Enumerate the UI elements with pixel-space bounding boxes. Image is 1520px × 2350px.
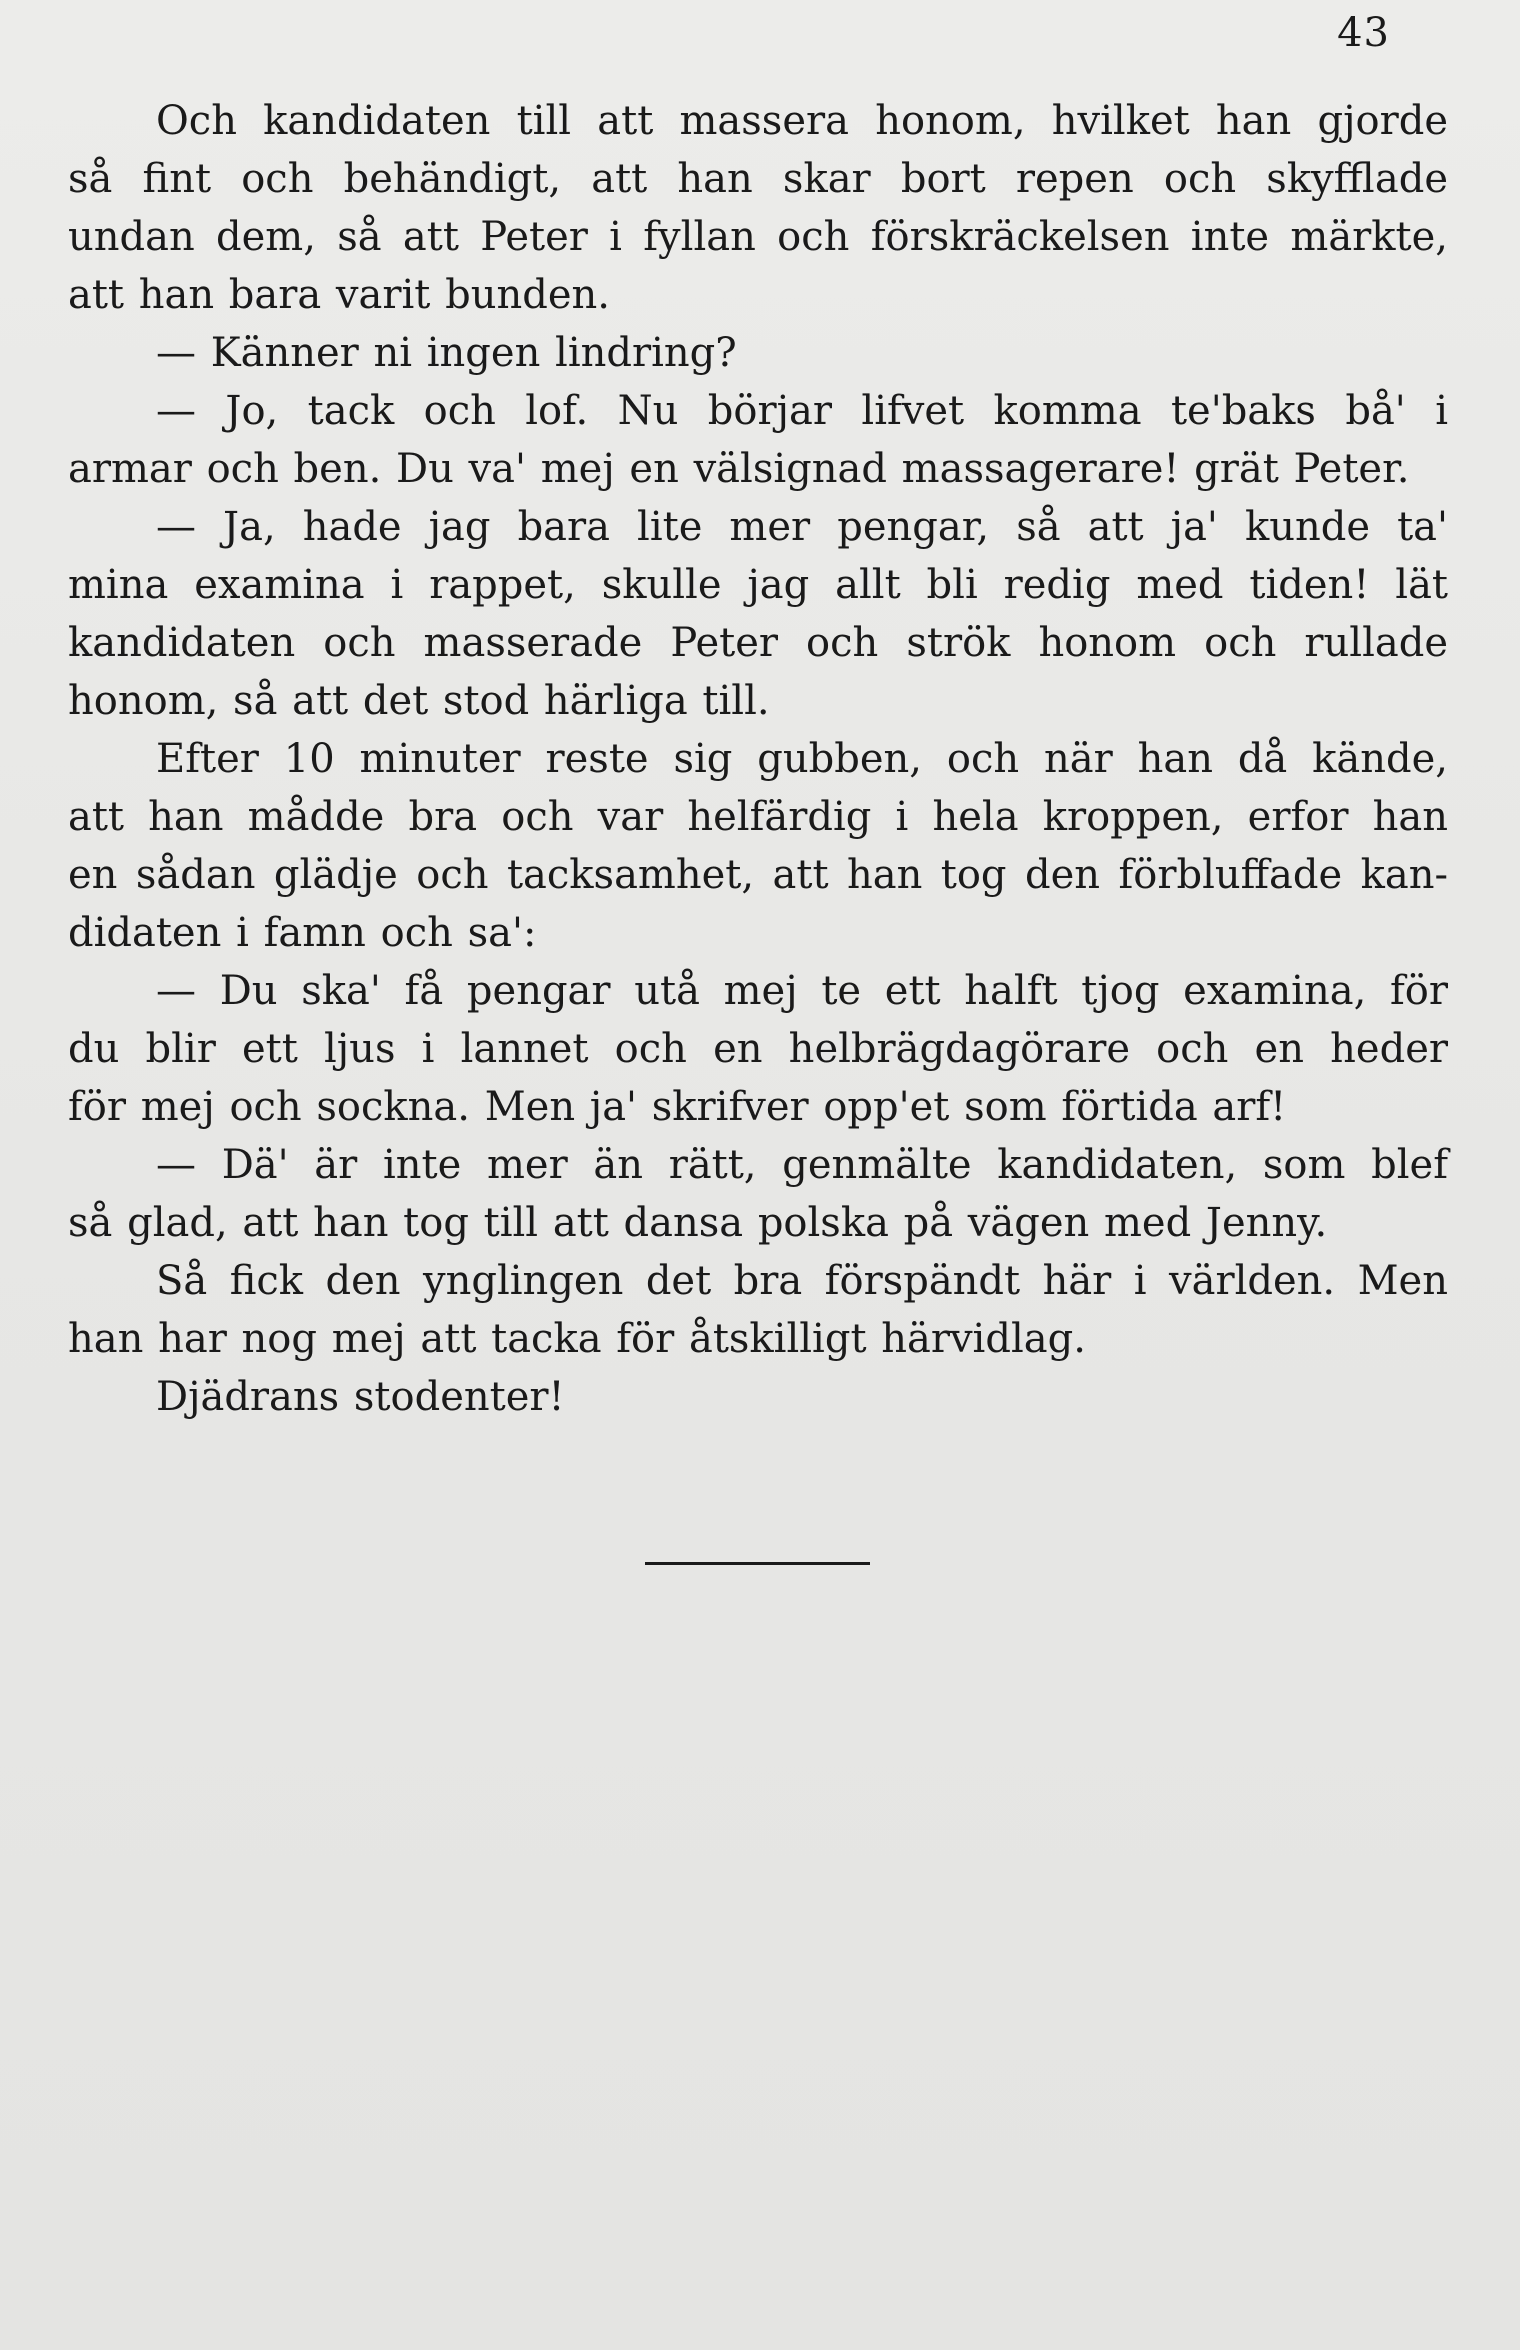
text-line: — Ja, hade jag bara lite mer pengar, så att ja' kunde ta' (156, 504, 1448, 550)
text-line: Så fick den ynglingen det bra förspändt här i världen. Men (156, 1258, 1448, 1304)
body-text (68, 92, 1448, 1426)
text-line: honom, så att det stod härliga till. (68, 678, 770, 724)
text-line: en sådan glädje och tacksamhet, att han tog den förbluffade kan- (68, 852, 1448, 898)
text-line: undan dem, så att Peter i fyllan och förskräckelsen inte märkte, (68, 214, 1448, 260)
text-line: för mej och sockna. Men ja' skrifver opp'et som förtida arf! (68, 1084, 1287, 1130)
text-line: — Jo, tack och lof. Nu börjar lifvet komma te'baks bå' i (156, 388, 1448, 434)
text-line: — Du ska' få pengar utå mej te ett halft tjog examina, för (156, 968, 1448, 1014)
text-line: så fint och behändigt, att han skar bort repen och skyfflade (68, 156, 1448, 202)
text-line: att han mådde bra och var helfärdig i hela kroppen, erfor han (68, 794, 1448, 840)
text-line: så glad, att han tog till att dansa polska på vägen med Jenny. (68, 1200, 1328, 1246)
text-line: du blir ett ljus i lannet och en helbrägdagörare och en heder (68, 1026, 1448, 1072)
page-number: 43 (1337, 10, 1390, 56)
text-line: kandidaten och masserade Peter och strök honom och rullade (68, 620, 1448, 666)
text-line: — Dä' är inte mer än rätt, genmälte kandidaten, som blef (156, 1142, 1448, 1188)
text-line: didaten i famn och sa': (68, 910, 537, 956)
text-line: han har nog mej att tacka för åtskilligt härvidlag. (68, 1316, 1086, 1362)
text-line: mina examina i rappet, skulle jag allt bli redig med tiden! lät (68, 562, 1448, 608)
text-line: — Känner ni ingen lindring? (156, 330, 737, 376)
text-line: Och kandidaten till att massera honom, hvilket han gjorde (156, 98, 1448, 144)
text-line: armar och ben. Du va' mej en välsignad massagerare! grät Peter. (68, 446, 1410, 492)
section-divider (645, 1562, 870, 1565)
text-line: Efter 10 minuter reste sig gubben, och när han då kände, (156, 736, 1448, 782)
text-line: att han bara varit bunden. (68, 272, 610, 318)
text-line: Djädrans stodenter! (156, 1374, 565, 1420)
